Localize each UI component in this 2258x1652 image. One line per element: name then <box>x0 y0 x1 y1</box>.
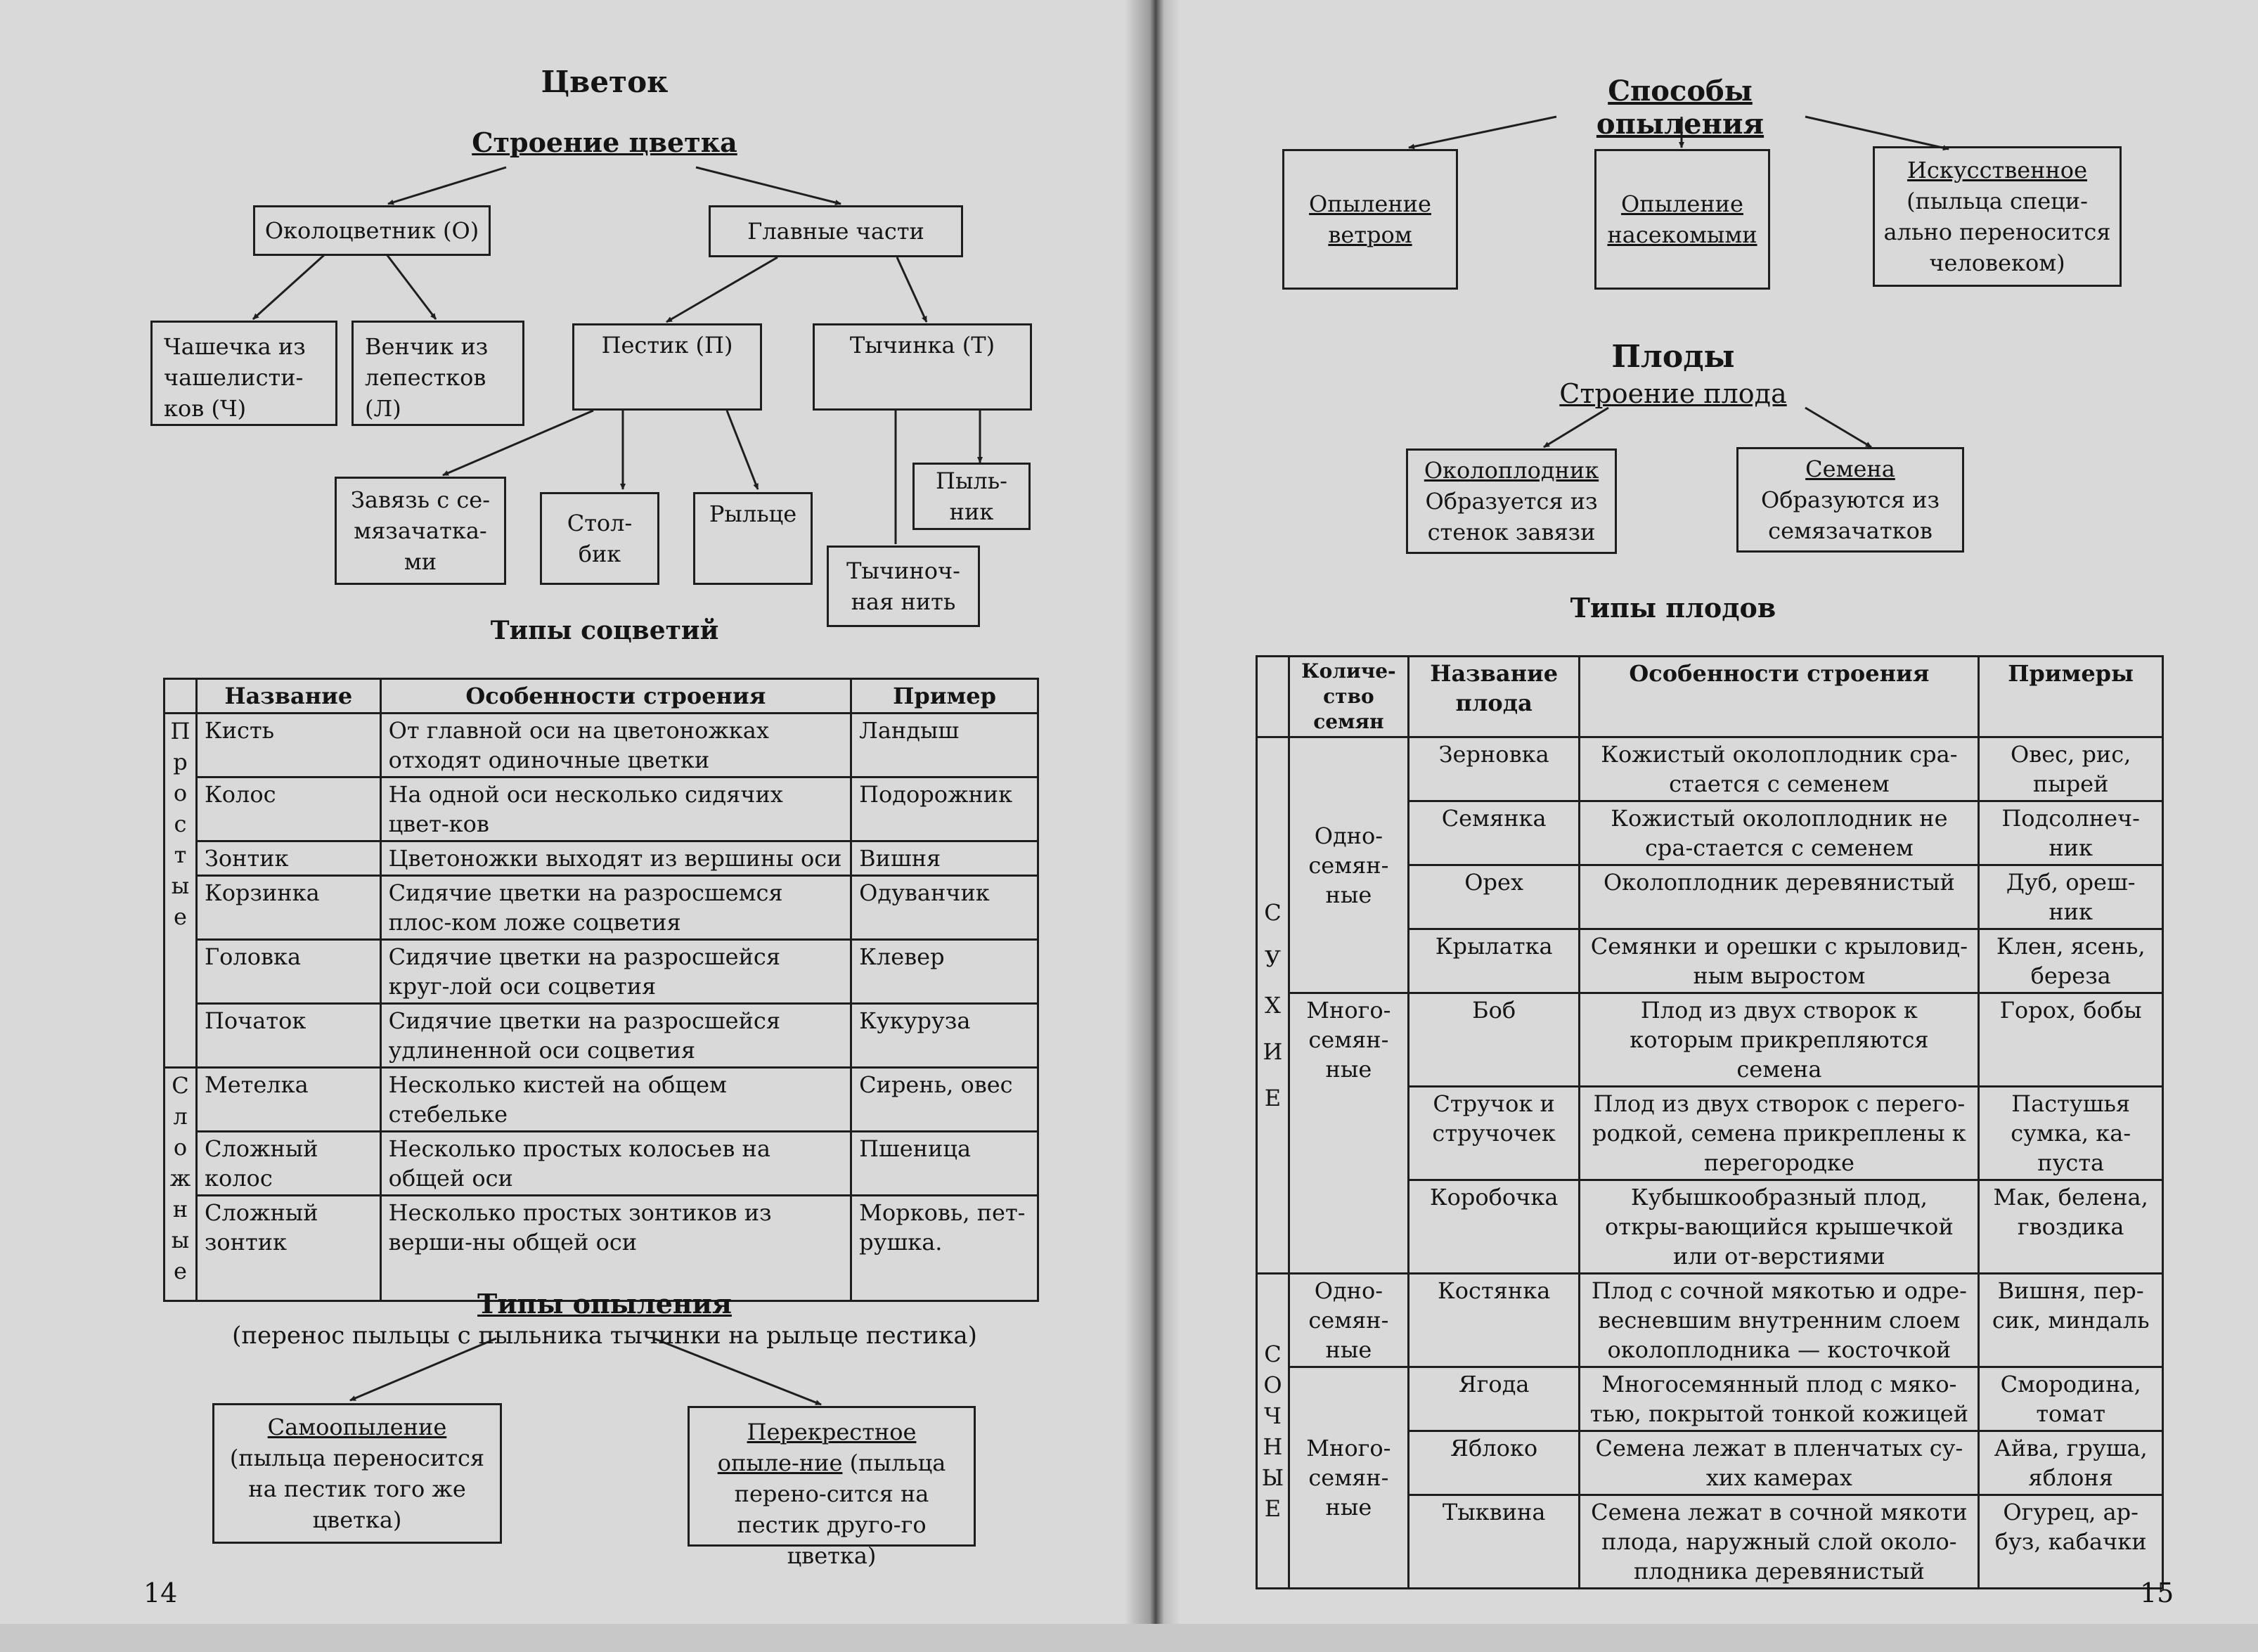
vertical-letter: И <box>1263 1038 1283 1065</box>
inflorescence-desc: От главной оси на цветоножках отходят одиночные цветки <box>380 714 851 777</box>
vertical-letter: е <box>174 903 187 930</box>
column-header: Примеры <box>1979 657 2163 737</box>
vertical-letter: У <box>1264 946 1282 972</box>
inflorescence-title: Типы соцветий <box>490 616 719 645</box>
pericarp-desc: Образуется из стенок завязи <box>1425 488 1598 546</box>
inflorescence-example: Пшеница <box>851 1132 1038 1196</box>
column-header: Особенности строения <box>380 679 851 714</box>
fruit-example: Клен, ясень, береза <box>1979 929 2163 993</box>
self-pollination-box <box>212 1403 502 1544</box>
inflorescence-name: Сложный зонтик <box>196 1196 380 1301</box>
vertical-letter: т <box>174 841 187 868</box>
fruit-structure-title: Строение плода <box>1559 378 1787 409</box>
fruit-example: Пастушья сумка, ка-пуста <box>1979 1087 2163 1180</box>
vertical-letter: С <box>172 1072 189 1099</box>
inflorescence-example: Сирень, овес <box>851 1068 1038 1132</box>
fruit-example: Огурец, ар-буз, кабачки <box>1979 1495 2163 1589</box>
group-simple-text <box>168 716 193 932</box>
fruit-desc: Околоплодник деревянистый <box>1580 865 1979 929</box>
scan-bottom-edge <box>0 1624 2258 1652</box>
fruit-desc: Семена лежат в сочной мякоти плода, наружный слой около-плодника деревянистый <box>1580 1495 1979 1589</box>
inflorescence-example: Ландыш <box>851 714 1038 777</box>
fruit-desc: Семена лежат в пленчатых су-хих камерах <box>1580 1431 1979 1495</box>
page-number-15: 15 <box>2140 1577 2174 1608</box>
fruit-desc: Кубышкообразный плод, откры-вающийся крышечкой или от-верстиями <box>1580 1180 1979 1274</box>
inflorescence-example: Подорожник <box>851 777 1038 841</box>
table-row <box>164 1004 1038 1068</box>
cross-pollination-title: Перекрестное опыле-ние <box>717 1419 917 1476</box>
fruits-title: Плоды <box>1611 339 1735 375</box>
book-gutter <box>1125 0 1181 1652</box>
table-row <box>1257 737 2163 801</box>
fruit-name: Крылатка <box>1408 929 1580 993</box>
column-header: Количе-ство семян <box>1289 657 1408 737</box>
group-fleshy-text <box>1260 1338 1285 1524</box>
pollination-types-title: Типы опыления <box>477 1288 732 1319</box>
table-row <box>164 1196 1038 1301</box>
one-seeded-dry-label: Одно-семян-ные <box>1289 737 1408 993</box>
table-row <box>164 714 1038 777</box>
filament-box: Тычиноч-ная нить <box>827 546 980 627</box>
cross-pollination-box <box>688 1406 976 1569</box>
perianth-box: Околоцветник (О) <box>253 205 491 256</box>
page-15 <box>1153 0 2258 1652</box>
table-row <box>164 777 1038 841</box>
table-header-row <box>1257 657 2163 737</box>
inflorescence-name: Головка <box>196 940 380 1004</box>
seeds-title: Семена <box>1805 456 1895 482</box>
pistil-box: Пестик (П) <box>572 323 762 411</box>
vertical-letter: н <box>172 1196 188 1222</box>
inflorescence-name: Метелка <box>196 1068 380 1132</box>
fruit-desc: Кожистый околоплодник сра-стается с семенем <box>1580 737 1979 801</box>
page-title: Цветок <box>541 65 669 99</box>
table-row <box>1257 1274 2163 1367</box>
fruit-example: Дуб, ореш-ник <box>1979 865 2163 929</box>
column-header: Особенности строения <box>1580 657 1979 737</box>
inflorescence-example: Одуванчик <box>851 876 1038 940</box>
inflorescence-name: Колос <box>196 777 380 841</box>
inflorescence-desc: На одной оси несколько сидячих цвет-ков <box>380 777 851 841</box>
inflorescence-desc: Несколько простых зонтиков из верши-ны общей оси <box>380 1196 851 1301</box>
fruit-types-title: Типы плодов <box>1570 592 1776 624</box>
fruit-name: Ягода <box>1408 1367 1580 1431</box>
inflorescence-name: Сложный колос <box>196 1132 380 1196</box>
fruit-example: Овес, рис, пырей <box>1979 737 2163 801</box>
fruit-types-table <box>1256 655 2164 1589</box>
vertical-letter: С <box>1264 1340 1282 1367</box>
wind-pollination-box <box>1282 149 1458 290</box>
vertical-letter: ы <box>171 1227 190 1253</box>
vertical-letter: ы <box>171 872 190 899</box>
group-simple-label <box>164 714 197 1068</box>
insect-pollination-text: Опыление насекомыми <box>1607 191 1757 248</box>
vertical-letter: Е <box>1264 1085 1282 1111</box>
fruit-name: Тыквина <box>1408 1495 1580 1589</box>
inflorescence-desc: Несколько простых колосьев на общей оси <box>380 1132 851 1196</box>
inflorescence-desc: Сидячие цветки на разросшейся круг-лой оси соцветия <box>380 940 851 1004</box>
table-header-row <box>164 679 1038 714</box>
inflorescence-desc: Несколько кистей на общем стебельке <box>380 1068 851 1132</box>
group-complex-text <box>168 1070 193 1286</box>
fruit-name: Боб <box>1408 993 1580 1087</box>
fruit-desc: Плод из двух створок к которым прикрепляются семена <box>1580 993 1979 1087</box>
inflorescence-example: Кукуруза <box>851 1004 1038 1068</box>
inflorescence-desc: Сидячие цветки на разросшейся удлиненной оси соцветия <box>380 1004 851 1068</box>
fruit-name: Зерновка <box>1408 737 1580 801</box>
fruit-name: Орех <box>1408 865 1580 929</box>
group-fleshy-label <box>1257 1274 1289 1589</box>
artificial-pollination-title: Искусственное <box>1907 157 2087 183</box>
cross-pollination-desc: (пыльца перено-сится на пестик друго-го цветка) <box>734 1450 946 1569</box>
corolla-box: Венчик из лепестков (Л) <box>351 321 524 426</box>
table-row <box>164 1068 1038 1132</box>
vertical-letter: л <box>173 1103 188 1130</box>
anther-box: Пыль-ник <box>912 463 1031 530</box>
inflorescence-table <box>163 678 1039 1302</box>
self-pollination-title: Самоопыление <box>267 1414 447 1440</box>
ovary-box: Завязь с се-мязачатка-ми <box>335 477 506 585</box>
vertical-letter: Ы <box>1261 1464 1284 1491</box>
inflorescence-example: Вишня <box>851 841 1038 876</box>
column-header: Название плода <box>1408 657 1580 737</box>
fruit-name: Коробочка <box>1408 1180 1580 1274</box>
fruit-example: Подсолнеч-ник <box>1979 801 2163 865</box>
pollination-methods-title: Способы опыления <box>1596 75 1765 141</box>
vertical-letter: р <box>173 749 188 775</box>
table-row <box>164 940 1038 1004</box>
vertical-letter: Х <box>1265 992 1281 1019</box>
vertical-letter: е <box>174 1258 187 1284</box>
inflorescence-name: Початок <box>196 1004 380 1068</box>
inflorescence-example: Морковь, пет-рушка. <box>851 1196 1038 1301</box>
many-seeded-fleshy-label: Много-семян-ные <box>1289 1367 1408 1589</box>
pericarp-title: Околоплодник <box>1424 457 1599 484</box>
table-row <box>1257 993 2163 1087</box>
fruit-desc: Многосемянный плод с мяко-тью, покрытой тонкой кожицей <box>1580 1367 1979 1431</box>
self-pollination-desc: (пыльца переносится на пестик того же цветка) <box>229 1445 485 1533</box>
fruit-name: Стручок и стручочек <box>1408 1087 1580 1180</box>
vertical-letter: Е <box>1264 1495 1282 1522</box>
one-seeded-fleshy-label: Одно-семян-ные <box>1289 1274 1408 1367</box>
fruit-name: Яблоко <box>1408 1431 1580 1495</box>
group-dry-text <box>1260 897 1285 1114</box>
style-box: Стол-бик <box>540 492 659 585</box>
vertical-letter: о <box>173 1134 188 1161</box>
flower-structure-title: Строение цветка <box>472 127 737 158</box>
fruit-desc: Кожистый околоплодник не сра-стается с семенем <box>1580 801 1979 865</box>
stigma-box: Рыльце <box>693 492 813 585</box>
inflorescence-example: Клевер <box>851 940 1038 1004</box>
group-dry-label <box>1257 737 1289 1274</box>
fruit-desc: Семянки и орешки с крыловид-ным выростом <box>1580 929 1979 993</box>
artificial-pollination-desc: (пыльца специ-ально переносится человеком) <box>1883 188 2111 276</box>
vertical-letter: с <box>174 811 187 837</box>
table-row <box>164 1132 1038 1196</box>
table-row <box>164 876 1038 940</box>
pollination-types-subtitle: (перенос пыльцы с пыльника тычинки на рыльце пестика) <box>232 1322 977 1350</box>
vertical-letter: Ч <box>1264 1402 1282 1429</box>
vertical-letter: С <box>1264 899 1282 926</box>
main-parts-box: Главные части <box>709 205 963 257</box>
fruit-example: Горох, бобы <box>1979 993 2163 1087</box>
artificial-pollination-box <box>1873 146 2122 287</box>
page-number-14: 14 <box>143 1577 178 1608</box>
vertical-letter: ж <box>169 1165 191 1192</box>
inflorescence-desc: Сидячие цветки на разросшемся плос-ком ложе соцветия <box>380 876 851 940</box>
vertical-letter: о <box>173 780 188 806</box>
insect-pollination-box <box>1594 149 1770 290</box>
fruit-desc: Плод из двух створок с перего-родкой, семена прикреплены к перегородке <box>1580 1087 1979 1180</box>
vertical-letter: Н <box>1263 1433 1283 1460</box>
inflorescence-name: Зонтик <box>196 841 380 876</box>
pericarp-box <box>1406 449 1617 554</box>
seeds-desc: Образуются из семязачатков <box>1761 486 1940 544</box>
fruit-example: Смородина, томат <box>1979 1367 2163 1431</box>
inflorescence-name: Корзинка <box>196 876 380 940</box>
wind-pollination-text: Опыление ветром <box>1309 191 1431 248</box>
fruit-example: Вишня, пер-сик, миндаль <box>1979 1274 2163 1367</box>
group-complex-label <box>164 1068 197 1301</box>
fruit-desc: Плод с сочной мякотью и одре-весневшим внутренним слоем околоплодника — косточкой <box>1580 1274 1979 1367</box>
vertical-letter: О <box>1263 1371 1282 1398</box>
column-header: Название <box>196 679 380 714</box>
table-row <box>1257 1367 2163 1431</box>
stamen-box: Тычинка (Т) <box>813 323 1032 411</box>
fruit-name: Семянка <box>1408 801 1580 865</box>
table-row <box>164 841 1038 876</box>
inflorescence-name: Кисть <box>196 714 380 777</box>
calyx-box: Чашечка из чашелисти-ков (Ч) <box>150 321 337 426</box>
fruit-name: Костянка <box>1408 1274 1580 1367</box>
inflorescence-desc: Цветоножки выходят из вершины оси <box>380 841 851 876</box>
fruit-example: Айва, груша, яблоня <box>1979 1431 2163 1495</box>
fruit-example: Мак, белена, гвоздика <box>1979 1180 2163 1274</box>
column-header: Пример <box>851 679 1038 714</box>
vertical-letter: П <box>170 718 191 744</box>
many-seeded-dry-label: Много-семян-ные <box>1289 993 1408 1274</box>
seeds-box <box>1736 447 1964 553</box>
